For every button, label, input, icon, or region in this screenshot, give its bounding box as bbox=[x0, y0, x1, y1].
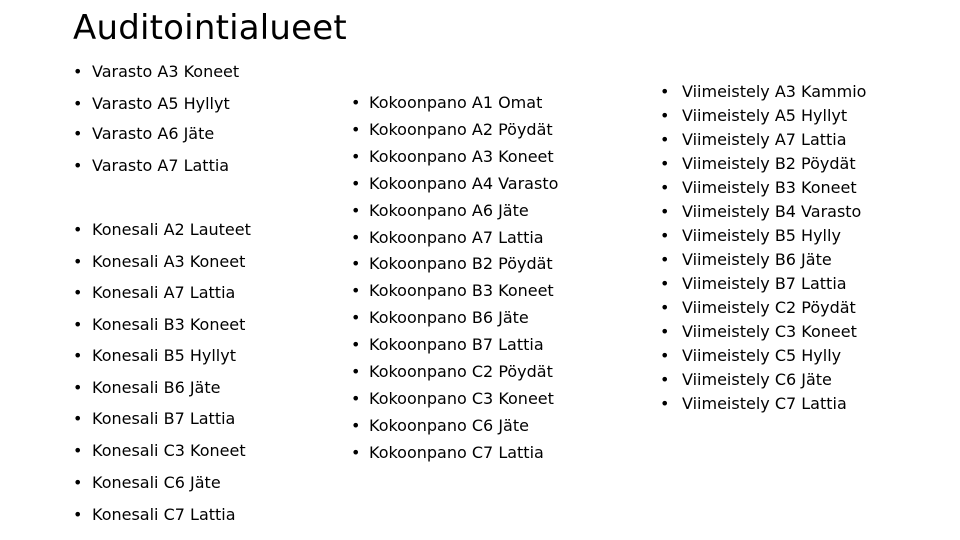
list-item-label: Viimeistely A5 Hyllyt bbox=[682, 106, 848, 125]
bullet-icon: • bbox=[351, 388, 361, 408]
list-item-label: Kokoonpano B7 Lattia bbox=[369, 335, 544, 355]
list-item-label: Varasto A6 Jäte bbox=[92, 124, 215, 143]
bullet-icon: • bbox=[660, 178, 670, 197]
bullet-icon: • bbox=[660, 202, 670, 221]
list-item-label: Konesali A3 Koneet bbox=[92, 252, 246, 271]
bullet-icon: • bbox=[73, 94, 83, 113]
bullet-icon: • bbox=[351, 200, 361, 220]
bullet-icon: • bbox=[73, 315, 83, 334]
list-item-label: Varasto A3 Koneet bbox=[92, 62, 240, 81]
bullet-icon: • bbox=[73, 62, 83, 81]
list-item-label: Kokoonpano C3 Koneet bbox=[369, 388, 554, 408]
list-item-label: Kokoonpano C7 Lattia bbox=[369, 442, 544, 462]
list-item-label: Konesali C7 Lattia bbox=[92, 505, 236, 524]
bullet-icon: • bbox=[351, 281, 361, 301]
list-item-label: Kokoonpano C6 Jäte bbox=[369, 415, 529, 435]
bullet-icon: • bbox=[351, 362, 361, 381]
list-item-label: Konesali A7 Lattia bbox=[92, 283, 236, 302]
bullet-icon: • bbox=[660, 298, 670, 317]
bullet-icon: • bbox=[660, 346, 670, 365]
bullet-icon: • bbox=[660, 370, 670, 389]
list-item-label: Konesali B5 Hyllyt bbox=[92, 346, 236, 365]
list-item-label: Konesali B7 Lattia bbox=[92, 409, 236, 428]
bullet-icon: • bbox=[660, 322, 670, 341]
bullet-icon: • bbox=[351, 335, 361, 355]
bullet-icon: • bbox=[73, 220, 83, 239]
bullet-icon: • bbox=[73, 505, 83, 524]
bullet-icon: • bbox=[73, 473, 83, 492]
list-item-label: Viimeistely C6 Jäte bbox=[682, 370, 832, 389]
bullet-icon: • bbox=[660, 154, 670, 173]
bullet-icon: • bbox=[660, 226, 670, 245]
bullet-icon: • bbox=[73, 124, 83, 143]
list-item-label: Viimeistely C5 Hylly bbox=[682, 346, 842, 365]
bullet-icon: • bbox=[351, 415, 361, 435]
list-item-label: Viimeistely B7 Lattia bbox=[682, 274, 847, 293]
list-item-label: Konesali B6 Jäte bbox=[92, 378, 221, 397]
bullet-icon: • bbox=[660, 394, 670, 413]
list-item-label: Kokoonpano A3 Koneet bbox=[369, 146, 554, 166]
list-item-label: Viimeistely B3 Koneet bbox=[682, 178, 857, 197]
list-item-label: Kokoonpano B6 Jäte bbox=[369, 308, 529, 328]
list-item-label: Viimeistely A3 Kammio bbox=[682, 82, 867, 101]
bullet-icon: • bbox=[73, 156, 83, 175]
bullet-icon: • bbox=[351, 119, 361, 139]
bullet-icon: • bbox=[73, 346, 83, 365]
list-item-label: Konesali A2 Lauteet bbox=[92, 220, 251, 239]
bullet-icon: • bbox=[351, 146, 361, 166]
bullet-icon: • bbox=[351, 308, 361, 328]
list-item-label: Kokoonpano B3 Koneet bbox=[369, 281, 554, 301]
list-item-label: Viimeistely C3 Koneet bbox=[682, 322, 857, 341]
list-item-label: Konesali C3 Koneet bbox=[92, 441, 246, 460]
bullet-icon: • bbox=[660, 106, 670, 125]
bullet-icon: • bbox=[351, 227, 361, 247]
bullet-icon: • bbox=[660, 274, 670, 293]
bullet-icon: • bbox=[73, 409, 83, 428]
bullet-icon: • bbox=[73, 283, 83, 302]
bullet-icon: • bbox=[73, 441, 83, 460]
bullet-icon: • bbox=[351, 173, 361, 193]
list-item-label: Viimeistely C7 Lattia bbox=[682, 394, 847, 413]
list-item-label: Kokoonpano A4 Varasto bbox=[369, 173, 559, 193]
bullet-icon: • bbox=[351, 254, 361, 274]
list-item-label: Kokoonpano A6 Jäte bbox=[369, 200, 529, 220]
slide-title: Auditointialueet bbox=[73, 8, 347, 48]
list-item-label: Viimeistely B5 Hylly bbox=[682, 226, 841, 245]
list-item-label: Viimeistely B4 Varasto bbox=[682, 202, 862, 221]
bullet-icon: • bbox=[351, 93, 361, 112]
bullet-icon: • bbox=[660, 82, 670, 101]
list-item-label: Kokoonpano B2 Pöydät bbox=[369, 254, 553, 274]
list-item-label: Viimeistely B2 Pöydät bbox=[682, 154, 856, 173]
list-item-label: Konesali B3 Koneet bbox=[92, 315, 246, 334]
list-item-label: Viimeistely C2 Pöydät bbox=[682, 298, 856, 317]
list-item-label: Kokoonpano C2 Pöydät bbox=[369, 362, 553, 381]
list-item-label: Kokoonpano A7 Lattia bbox=[369, 227, 544, 247]
bullet-icon: • bbox=[73, 378, 83, 397]
bullet-icon: • bbox=[660, 130, 670, 149]
bullet-icon: • bbox=[73, 252, 83, 271]
list-item-label: Viimeistely A7 Lattia bbox=[682, 130, 847, 149]
list-item-label: Varasto A7 Lattia bbox=[92, 156, 230, 175]
list-item-label: Varasto A5 Hyllyt bbox=[92, 94, 230, 113]
list-item-label: Kokoonpano A2 Pöydät bbox=[369, 119, 553, 139]
list-item-label: Konesali C6 Jäte bbox=[92, 473, 221, 492]
list-item-label: Viimeistely B6 Jäte bbox=[682, 250, 832, 269]
list-item-label: Kokoonpano A1 Omat bbox=[369, 93, 543, 112]
bullet-icon: • bbox=[660, 250, 670, 269]
bullet-icon: • bbox=[351, 442, 361, 462]
